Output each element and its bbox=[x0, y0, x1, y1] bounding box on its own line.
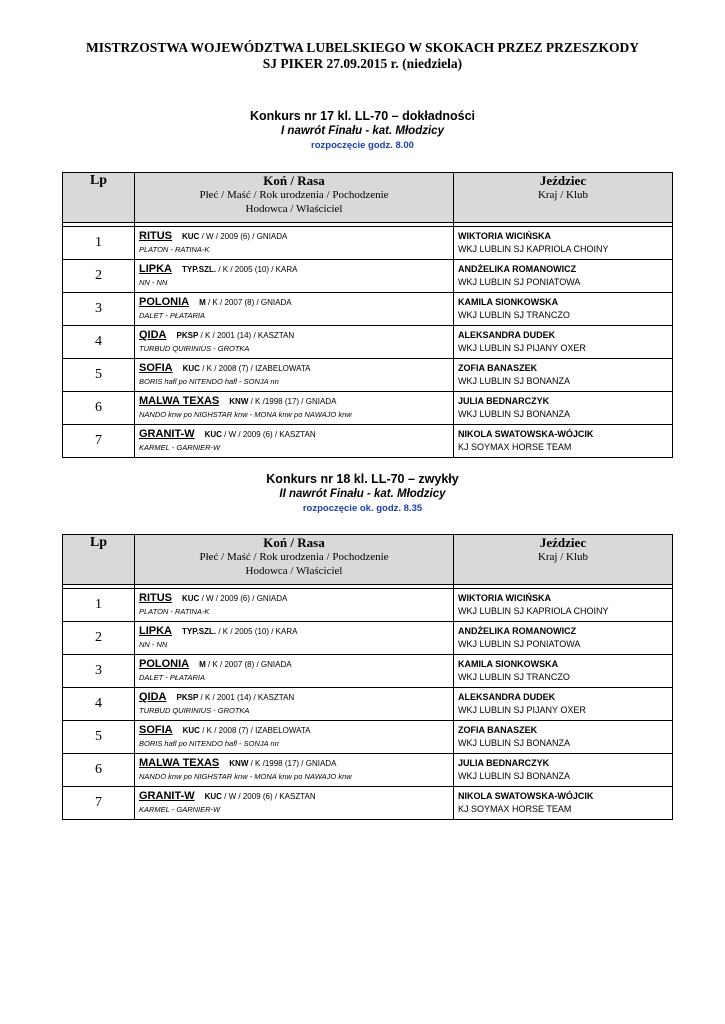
rider-name: WIKTORIA WICIŃSKA bbox=[458, 231, 551, 241]
rider-cell bbox=[454, 227, 673, 260]
results-table-17 bbox=[62, 172, 673, 458]
horse-breed: KUC bbox=[182, 726, 200, 735]
horse-cell bbox=[135, 787, 454, 820]
horse-pedigree: PLATON - RATINA-K bbox=[139, 607, 210, 616]
horse-details: / W / 2009 (6) / GNIADA bbox=[199, 594, 288, 603]
event-title: MISTRZOSTWA WOJEWÓDZTWA LUBELSKIEGO W SKOKACH PRZEZ PRZESZKODY bbox=[86, 40, 639, 55]
entry-number: 3 bbox=[63, 655, 135, 688]
entry-number: 4 bbox=[63, 688, 135, 721]
lp-header: Lp bbox=[63, 535, 135, 585]
horse-header bbox=[135, 535, 454, 585]
rider-club: KJ SOYMAX HORSE TEAM bbox=[458, 804, 572, 814]
rider-header-sub: Kraj / Klub bbox=[537, 551, 589, 563]
entry-number: 4 bbox=[63, 326, 135, 359]
section-title: Konkurs nr 18 kl. LL-70 – zwykły bbox=[266, 472, 459, 486]
rider-club: WKJ LUBLIN SJ BONANZA bbox=[458, 409, 571, 419]
horse-name: SOFIA bbox=[139, 724, 173, 736]
horse-name: LIPKA bbox=[139, 263, 172, 275]
rider-club: KJ SOYMAX HORSE TEAM bbox=[458, 442, 572, 452]
entry-number: 5 bbox=[63, 359, 135, 392]
rider-club: WKJ LUBLIN SJ PIJANY OXER bbox=[458, 343, 586, 353]
horse-breed: PKSP bbox=[176, 331, 199, 340]
horse-details: / K / 2008 (7) / IZABELOWATA bbox=[199, 726, 311, 735]
table-row bbox=[63, 359, 673, 392]
rider-header bbox=[454, 173, 673, 223]
table-row bbox=[63, 721, 673, 754]
horse-pedigree: TURBUD QUIRINIUS - GROTKA bbox=[139, 706, 250, 715]
horse-pedigree: PLATON - RATINA-K bbox=[139, 245, 210, 254]
horse-name: POLONIA bbox=[139, 296, 190, 308]
horse-pedigree: DALET - PŁATARIA bbox=[139, 311, 205, 320]
rider-header-title: Jeździec bbox=[539, 535, 587, 550]
section-start-time: rozpoczęcie godz. 8.00 bbox=[311, 140, 414, 151]
rider-club: WKJ LUBLIN SJ PONIATOWA bbox=[458, 277, 581, 287]
entry-number: 5 bbox=[63, 721, 135, 754]
horse-name: RITUS bbox=[139, 230, 172, 242]
entry-number: 2 bbox=[63, 260, 135, 293]
horse-breed: KNW bbox=[229, 397, 249, 406]
entry-number: 2 bbox=[63, 622, 135, 655]
rider-cell bbox=[454, 392, 673, 425]
horse-cell bbox=[135, 227, 454, 260]
horse-header-title: Koń / Rasa bbox=[263, 535, 325, 550]
rider-name: ANDŻELIKA ROMANOWICZ bbox=[458, 626, 577, 636]
rider-cell bbox=[454, 359, 673, 392]
table-row bbox=[63, 425, 673, 458]
rider-name: ANDŻELIKA ROMANOWICZ bbox=[458, 264, 577, 274]
rider-cell bbox=[454, 326, 673, 359]
horse-cell bbox=[135, 754, 454, 787]
horse-name: GRANIT-W bbox=[139, 428, 195, 440]
table-row bbox=[63, 754, 673, 787]
event-date: SJ PIKER 27.09.2015 r. (niedziela) bbox=[262, 56, 463, 71]
horse-details: / K /1998 (17) / GNIADA bbox=[248, 397, 337, 406]
horse-breed: KNW bbox=[229, 759, 249, 768]
horse-name: MALWA TEXAS bbox=[139, 395, 220, 407]
rider-name: ALEKSANDRA DUDEK bbox=[458, 330, 556, 340]
horse-details: / W / 2009 (6) / KASZTAN bbox=[221, 430, 316, 439]
section-title: Konkurs nr 17 kl. LL-70 – dokładności bbox=[249, 109, 476, 123]
horse-pedigree: TURBUD QUIRINIUS - GROTKA bbox=[139, 344, 250, 353]
results-table-18 bbox=[62, 534, 673, 820]
horse-breed: PKSP bbox=[176, 693, 199, 702]
horse-cell bbox=[135, 622, 454, 655]
section-start-time: rozpoczęcie ok. godz. 8.35 bbox=[302, 503, 423, 514]
table-row bbox=[63, 622, 673, 655]
horse-pedigree: BORIS hafl po NITENDO hafl - SONJA nn bbox=[139, 377, 279, 386]
rider-cell bbox=[454, 622, 673, 655]
entry-number: 1 bbox=[63, 589, 135, 622]
rider-name: ZOFIA BANASZEK bbox=[458, 363, 538, 373]
entry-number: 7 bbox=[63, 425, 135, 458]
horse-header-sub1: Płeć / Maść / Rok urodzenia / Pochodzenie bbox=[199, 551, 389, 563]
horse-details: / K / 2008 (7) / IZABELOWATA bbox=[199, 364, 311, 373]
table-row bbox=[63, 589, 673, 622]
section-18-heading bbox=[0, 471, 725, 516]
horse-pedigree: NN - NN bbox=[139, 278, 168, 287]
rider-name: KAMILA SIONKOWSKA bbox=[458, 659, 559, 669]
horse-pedigree: BORIS hafl po NITENDO hafl - SONJA nn bbox=[139, 739, 279, 748]
horse-cell bbox=[135, 688, 454, 721]
horse-pedigree: NN - NN bbox=[139, 640, 168, 649]
rider-cell bbox=[454, 425, 673, 458]
horse-pedigree: NANDO knw po NIGHSTAR knw - MONA knw po NAWAJO knw bbox=[139, 410, 352, 419]
horse-breed: TYP.SZL. bbox=[182, 265, 217, 274]
horse-cell bbox=[135, 326, 454, 359]
horse-cell bbox=[135, 589, 454, 622]
rider-name: ZOFIA BANASZEK bbox=[458, 725, 538, 735]
table-row bbox=[63, 787, 673, 820]
table-row bbox=[63, 293, 673, 326]
rider-name: JULIA BEDNARCZYK bbox=[458, 758, 550, 768]
rider-cell bbox=[454, 589, 673, 622]
table-header-row bbox=[63, 173, 673, 223]
horse-breed: KUC bbox=[182, 364, 200, 373]
rider-club: WKJ LUBLIN SJ BONANZA bbox=[458, 376, 571, 386]
horse-header-sub2: Hodowca / Właściciel bbox=[245, 203, 343, 215]
entry-number: 6 bbox=[63, 392, 135, 425]
horse-header-sub1: Płeć / Maść / Rok urodzenia / Pochodzenie bbox=[199, 189, 389, 201]
entry-number: 7 bbox=[63, 787, 135, 820]
rider-cell bbox=[454, 293, 673, 326]
rider-club: WKJ LUBLIN SJ BONANZA bbox=[458, 771, 571, 781]
horse-details: / K / 2007 (8) / GNIADA bbox=[205, 298, 292, 307]
table-row bbox=[63, 655, 673, 688]
rider-club: WKJ LUBLIN SJ BONANZA bbox=[458, 738, 571, 748]
entry-number: 3 bbox=[63, 293, 135, 326]
horse-breed: KUC bbox=[182, 232, 200, 241]
horse-pedigree: DALET - PŁATARIA bbox=[139, 673, 205, 682]
entry-number: 1 bbox=[63, 227, 135, 260]
rider-name: NIKOLA SWATOWSKA-WÓJCIK bbox=[458, 429, 594, 439]
horse-cell bbox=[135, 392, 454, 425]
horse-header-title: Koń / Rasa bbox=[263, 173, 325, 188]
horse-details: / K / 2005 (10) / KARA bbox=[216, 265, 298, 274]
rider-name: KAMILA SIONKOWSKA bbox=[458, 297, 559, 307]
horse-name: QIDA bbox=[139, 691, 167, 703]
horse-cell bbox=[135, 425, 454, 458]
rider-cell bbox=[454, 260, 673, 293]
section-subtitle: II nawrót Finału - kat. Młodzicy bbox=[279, 488, 446, 500]
horse-cell bbox=[135, 359, 454, 392]
horse-details: / K / 2001 (14) / KASZTAN bbox=[198, 693, 295, 702]
horse-details: / W / 2009 (6) / KASZTAN bbox=[221, 792, 316, 801]
horse-cell bbox=[135, 293, 454, 326]
horse-details: / K / 2005 (10) / KARA bbox=[216, 627, 298, 636]
horse-name: POLONIA bbox=[139, 658, 190, 670]
horse-details: / K /1998 (17) / GNIADA bbox=[248, 759, 337, 768]
table-row bbox=[63, 326, 673, 359]
rider-name: ALEKSANDRA DUDEK bbox=[458, 692, 556, 702]
horse-name: SOFIA bbox=[139, 362, 173, 374]
rider-cell bbox=[454, 787, 673, 820]
entry-number: 6 bbox=[63, 754, 135, 787]
horse-pedigree: NANDO knw po NIGHSTAR knw - MONA knw po NAWAJO knw bbox=[139, 772, 352, 781]
rider-header-sub: Kraj / Klub bbox=[537, 189, 589, 201]
rider-cell bbox=[454, 688, 673, 721]
horse-breed: KUC bbox=[204, 430, 222, 439]
rider-club: WKJ LUBLIN SJ TRANCZO bbox=[458, 672, 570, 682]
rider-name: JULIA BEDNARCZYK bbox=[458, 396, 550, 406]
document-header bbox=[0, 40, 725, 72]
horse-header-sub2: Hodowca / Właściciel bbox=[245, 565, 343, 577]
rider-club: WKJ LUBLIN SJ TRANCZO bbox=[458, 310, 570, 320]
rider-club: WKJ LUBLIN SJ KAPRIOLA CHOINY bbox=[458, 244, 609, 254]
table-row bbox=[63, 260, 673, 293]
horse-name: QIDA bbox=[139, 329, 167, 341]
rider-header-title: Jeździec bbox=[539, 173, 587, 188]
table-row bbox=[63, 688, 673, 721]
table-row bbox=[63, 392, 673, 425]
lp-header: Lp bbox=[63, 173, 135, 223]
rider-cell bbox=[454, 754, 673, 787]
horse-details: / K / 2007 (8) / GNIADA bbox=[205, 660, 292, 669]
horse-name: MALWA TEXAS bbox=[139, 757, 220, 769]
horse-breed: KUC bbox=[182, 594, 200, 603]
rider-name: NIKOLA SWATOWSKA-WÓJCIK bbox=[458, 791, 594, 801]
rider-header bbox=[454, 535, 673, 585]
rider-club: WKJ LUBLIN SJ PIJANY OXER bbox=[458, 705, 586, 715]
horse-details: / W / 2009 (6) / GNIADA bbox=[199, 232, 288, 241]
horse-breed: KUC bbox=[204, 792, 222, 801]
horse-name: RITUS bbox=[139, 592, 172, 604]
horse-name: GRANIT-W bbox=[139, 790, 195, 802]
rider-club: WKJ LUBLIN SJ PONIATOWA bbox=[458, 639, 581, 649]
horse-name: LIPKA bbox=[139, 625, 172, 637]
rider-name: WIKTORIA WICIŃSKA bbox=[458, 593, 551, 603]
horse-cell bbox=[135, 655, 454, 688]
horse-pedigree: KARMEL - GARNIER-W bbox=[139, 443, 221, 452]
section-subtitle: I nawrót Finału - kat. Młodzicy bbox=[281, 125, 444, 137]
horse-breed: TYP.SZL. bbox=[182, 627, 217, 636]
rider-club: WKJ LUBLIN SJ KAPRIOLA CHOINY bbox=[458, 606, 609, 616]
section-17-heading bbox=[0, 108, 725, 153]
horse-cell bbox=[135, 721, 454, 754]
table-header-row bbox=[63, 535, 673, 585]
horse-breed: M bbox=[199, 660, 206, 669]
horse-cell bbox=[135, 260, 454, 293]
horse-header bbox=[135, 173, 454, 223]
horse-breed: M bbox=[199, 298, 206, 307]
horse-pedigree: KARMEL - GARNIER-W bbox=[139, 805, 221, 814]
rider-cell bbox=[454, 721, 673, 754]
rider-cell bbox=[454, 655, 673, 688]
table-row bbox=[63, 227, 673, 260]
horse-details: / K / 2001 (14) / KASZTAN bbox=[198, 331, 295, 340]
